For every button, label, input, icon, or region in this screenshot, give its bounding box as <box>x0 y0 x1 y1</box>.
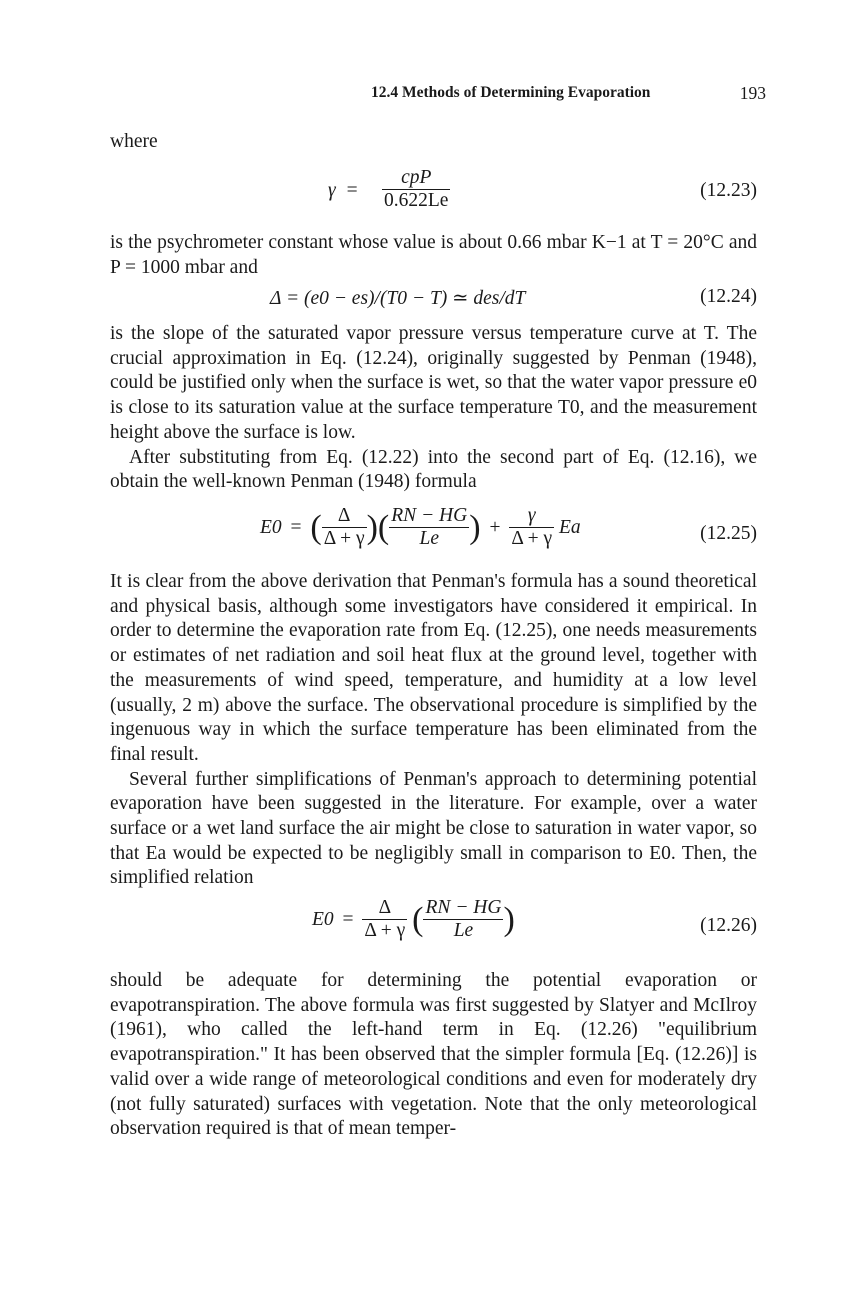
where-label-block <box>110 130 757 155</box>
equation-12-23 <box>110 166 757 222</box>
equation-12-26: E0 = $\frac{\Delta}{\Delta + \gamma}$ ( $\frac{RN - HG}{Le}$ ) (12.26) <box>312 897 757 942</box>
paragraph-2-3-block <box>110 322 757 495</box>
paragraph-1-block <box>110 231 757 280</box>
eq-12-26-f1-den: Δ + γ <box>364 920 406 942</box>
eq-12-25-equals: = <box>290 516 302 538</box>
where-label: where <box>110 131 158 152</box>
running-title: 12.4 Methods of Determining Evaporation <box>371 84 651 101</box>
eq-12-23-fraction <box>382 168 450 212</box>
eq-12-24-number: (12.24) <box>700 286 757 307</box>
running-header <box>110 84 766 106</box>
eq-12-26-fraction-2 <box>423 898 503 942</box>
eq-12-26-lhs: E0 <box>312 908 334 930</box>
eq-12-25-f1-den: Δ + γ <box>323 528 365 550</box>
eq-12-25-f3-den: Δ + γ <box>511 528 553 550</box>
eq-12-25-fraction-3 <box>509 506 554 550</box>
paragraph-6-block <box>110 969 757 1142</box>
eq-12-23-equals: = <box>346 180 358 201</box>
eq-12-25-f2-den: Le <box>419 528 439 550</box>
eq-12-26-equals: = <box>342 908 354 930</box>
equation-12-25: E0 = ( $\frac{\Delta}{\Delta + \gamma}$ )( $\frac{RN - HG}{Le}$ ) + $\frac{\gamma}{\Delta + \gamma}$ Ea (12.25) <box>260 505 757 550</box>
eq-12-25-fraction-1 <box>322 506 367 550</box>
page-number: 193 <box>739 83 766 103</box>
eq-12-23-numerator: cpP <box>382 168 450 190</box>
eq-12-23-denominator: 0.622Le <box>384 190 449 212</box>
eq-12-25-fraction-2 <box>389 506 469 550</box>
eq-12-23-number: (12.23) <box>700 180 757 201</box>
eq-12-25-tail: Ea <box>559 516 581 538</box>
paragraph-4-5-block <box>110 570 757 891</box>
eq-12-26-f1-num: Δ <box>362 898 407 920</box>
paragraph-5: Several further simplifications of Penman's approach to determining potential evaporation have been suggested in the literature. For example, over a water surface or a wet land surface the air might be close to saturation in water vapor, so that Ea would be expected to be negligibly small in comparison to E0. Then, the simplified relation <box>110 768 757 889</box>
paragraph-2: is the slope of the saturated vapor pressure versus temperature curve at T. The crucial approximation in Eq. (12.24), originally suggested by Penman (1948), could be justified only when the surface is wet, so that the water vapor pressure e0 is close to its saturation value at the surface temperature T0, and the measurement height above the surface is low. <box>110 323 757 443</box>
eq-12-25-number: (12.25) <box>700 523 757 544</box>
paragraph-4: It is clear from the above derivation that Penman's formula has a sound theoretical and physical basis, although some investigators have considered it empirical. In order to determine the evaporation rate from Eq. (12.25), one needs measurements or estimates of net radiation and soil heat flux at the ground level, together with the measurements of wind speed, temperature, and humidity at a low level (usually, 2 m) above the surface. The observational procedure is simplified by the ingenuous way in which the surface temperature has been eliminated from the final result. <box>110 571 757 765</box>
eq-12-26-fraction-1 <box>362 898 407 942</box>
eq-12-24-expression: Δ = (e0 − es)/(T0 − T) ≃ des/dT <box>270 288 526 309</box>
eq-12-25-f1-num: Δ <box>322 506 367 528</box>
eq-12-25-lhs: E0 <box>260 516 282 538</box>
paragraph-6: should be adequate for determining the potential evaporation or evapotranspiration. The above formula was first suggested by Slatyer and McIlroy (1961), who called the left-hand term in Eq. (12.26) "equilibrium evapotranspiration." It has been observed that the simpler formula [Eq. (12.26)] is valid over a wide range of meteorological conditions and even for moderately dry (not fully saturated) surfaces with vegetation. Note that the only meteorological observation required is that of mean temper- <box>110 970 757 1140</box>
equation-12-24 <box>110 286 757 314</box>
paragraph-1: is the psychrometer constant whose value is about 0.66 mbar K−1 at T = 20°C and P = 1000 mbar and <box>110 232 757 278</box>
eq-12-26-f2-den: Le <box>453 920 474 942</box>
eq-12-25-f3-num: γ <box>509 506 554 528</box>
eq-12-25-f2-num: RN − HG <box>389 506 469 528</box>
eq-12-26-f2-num: RN − HG <box>423 898 503 920</box>
eq-12-23-gamma: γ <box>328 180 336 201</box>
eq-12-25-plus: + <box>489 516 501 538</box>
paragraph-3: After substituting from Eq. (12.22) into the second part of Eq. (12.16), we obtain the well-known Penman (1948) formula <box>110 446 757 493</box>
eq-12-26-number: (12.26) <box>700 915 757 936</box>
